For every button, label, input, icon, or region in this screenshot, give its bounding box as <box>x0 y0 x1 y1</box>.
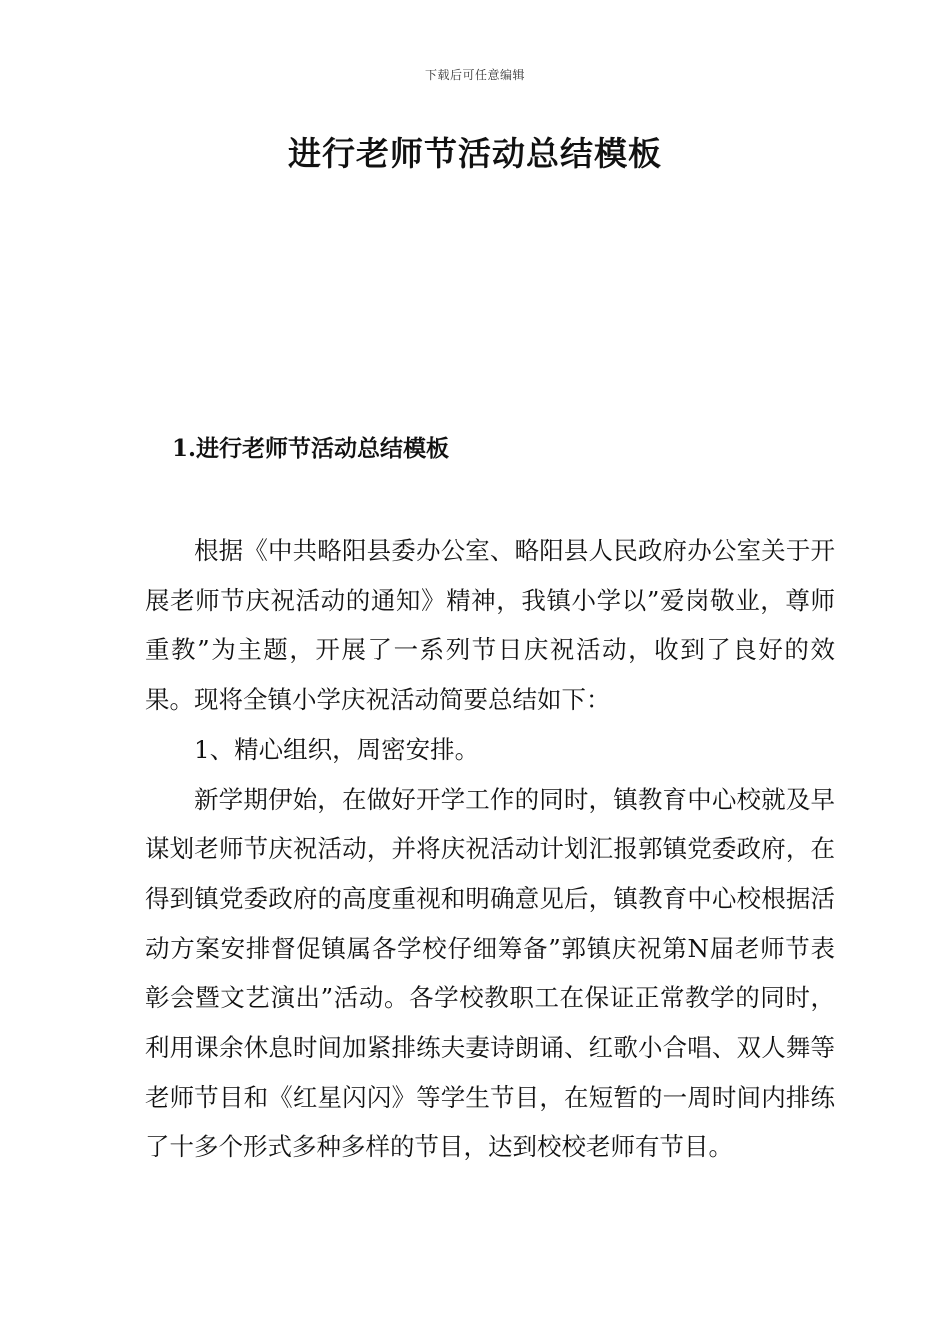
section-heading: 1.进行老师节活动总结模板 <box>172 435 450 462</box>
document-title: 进行老师节活动总结模板 <box>288 134 662 173</box>
paragraph-point-1: 1、精心组织，周密安排。 <box>194 734 480 764</box>
header-note: 下载后可任意编辑 <box>424 68 525 82</box>
paragraph-intro: 根据《中共略阳县委办公室、略阳县人民政府办公室关于开展老师节庆祝活动的通知》精神，我镇小学以”爱岗敬业，尊师重教”为主题，开展了一系列节日庆祝活动，收到了良好的效果。现将全镇小学庆祝活动简要总结如下： <box>145 536 835 715</box>
paragraph-detail: 新学期伊始，在做好开学工作的同时，镇教育中心校就及早谋划老师节庆祝活动，并将庆祝活动计划汇报郭镇党委政府，在得到镇党委政府的高度重视和明确意见后，镇教育中心校根据活动方案安排督促镇属各学校仔细筹备”郭镇庆祝第N届老师节表彰会暨文艺演出”活动。各学校教职工在保证正常教学的同时，利用课余休息时间加紧排练夫妻诗朗诵、红歌小合唱、双人舞等老师节目和《红星闪闪》等学生节目，在短暂的一周时间内排练了十多个形式多种多样的节目，达到校校老师有节目。 <box>145 784 835 1162</box>
body-text <box>145 526 835 1172</box>
